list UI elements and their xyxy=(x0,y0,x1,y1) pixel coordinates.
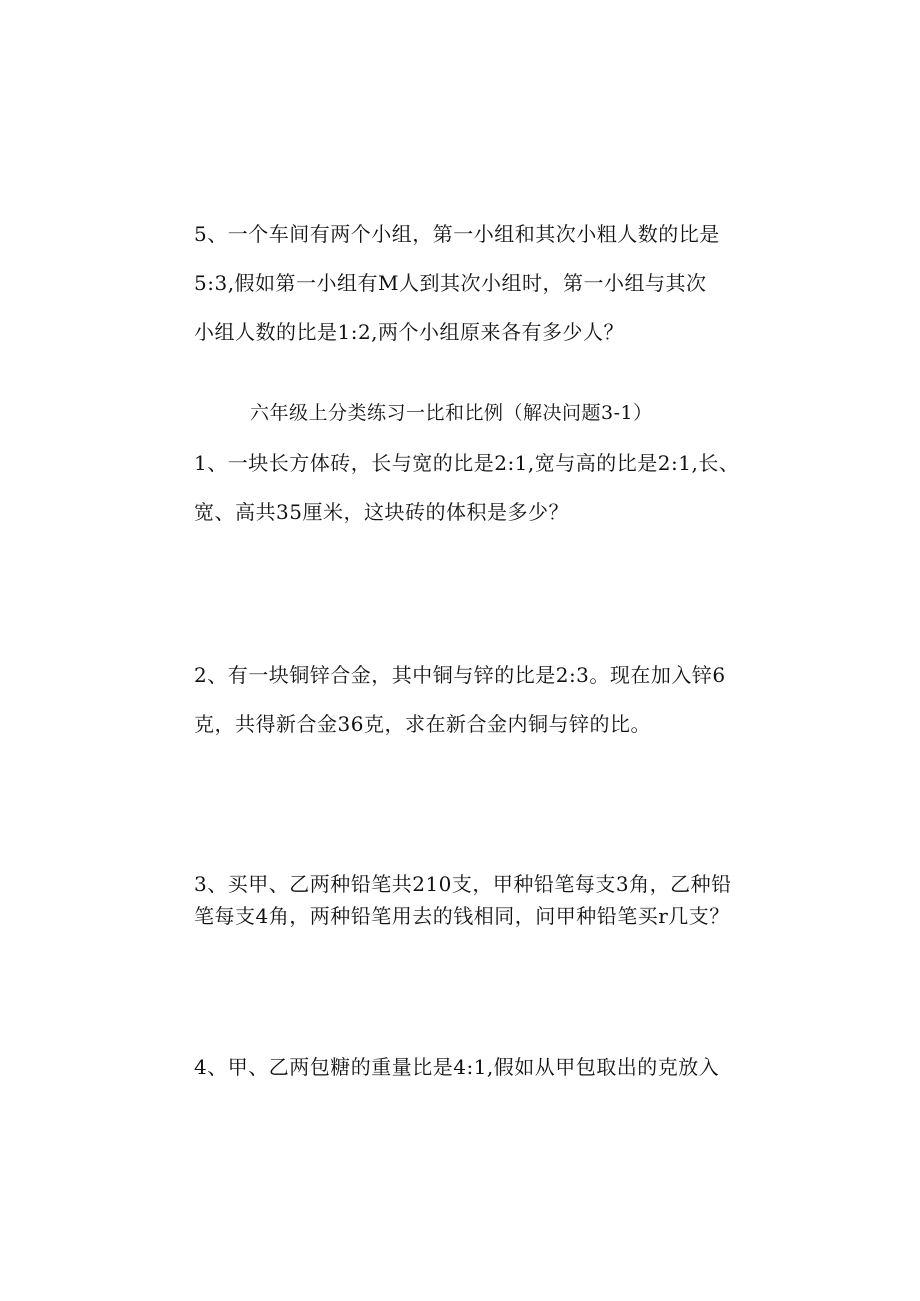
section-title: 六年级上分类练习一比和比例（解决问题3-1） xyxy=(250,402,653,424)
problem-5-line-3: 小组人数的比是1:2,两个小组原来各有多少人？ xyxy=(194,320,625,344)
problem-4-line-1: 4、甲、乙两包糖的重量比是4:1,假如从甲包取出的克放入 xyxy=(194,1055,720,1079)
problem-1-line-1: 1、一块长方体砖，长与宽的比是2:1,宽与高的比是2:1,长、 xyxy=(194,451,740,475)
problem-5-line-2: 5:3,假如第一小组有M人到其次小组时，第一小组与其次 xyxy=(194,271,707,295)
problem-2-line-1: 2、有一块铜锌合金，其中铜与锌的比是2:3。现在加入锌6 xyxy=(194,663,726,687)
problem-2-line-2: 克，共得新合金36克，求在新合金内铜与锌的比。 xyxy=(194,712,651,736)
problem-5-line-1: 5、一个车间有两个小组，第一小组和其次小粗人数的比是 xyxy=(194,222,720,246)
problem-3-line-1: 3、买甲、乙两种铅笔共210支，甲种铅笔每支3角，乙种铅 xyxy=(194,872,732,896)
problem-1-line-2: 宽、高共35厘米，这块砖的体积是多少？ xyxy=(194,500,569,524)
problem-3-line-2: 笔每支4角，两种铅笔用去的钱相同，问甲种铅笔买r几支？ xyxy=(194,904,730,928)
